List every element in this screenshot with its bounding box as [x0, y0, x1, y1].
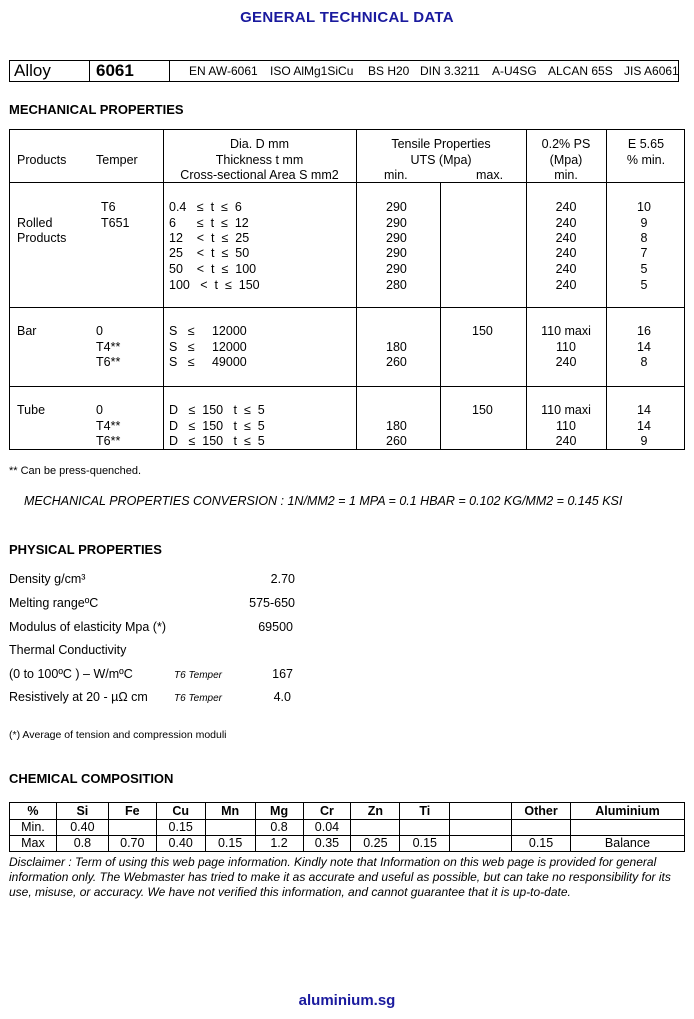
chem-cell — [351, 820, 400, 836]
header-ps-min: min. — [554, 168, 578, 182]
tube-temper: T6** — [96, 434, 121, 448]
chem-header-cell: Cu — [156, 803, 205, 820]
chem-header-cell: Mn — [205, 803, 255, 820]
standard-din: DIN 3.3211 — [420, 64, 480, 78]
rolled-uts: 290 — [386, 246, 407, 260]
bar-e: 8 — [640, 355, 648, 369]
alloy-label: Alloy — [10, 61, 90, 81]
bar-temper: T4** — [96, 340, 121, 354]
rolled-uts: 290 — [386, 262, 407, 276]
resist-temper: T6 Temper — [174, 693, 222, 704]
rolled-e: 10 — [637, 200, 651, 214]
bar-ps: 110 maxi — [541, 324, 591, 338]
rolled-ps: 240 — [555, 200, 577, 214]
rolled-dim: 50 < t ≤ 100 — [169, 262, 257, 276]
tube-temper: T4** — [96, 419, 121, 433]
chem-cell — [108, 820, 156, 836]
header-max: max. — [476, 168, 504, 182]
chem-header-cell: Mg — [255, 803, 303, 820]
header-dims-3: Cross-sectional Area S mm2 — [180, 168, 339, 182]
modulus-label: Modulus of elasticity Mpa (*) — [9, 620, 167, 634]
chem-cell: 0.40 — [156, 836, 205, 852]
tube-dim: D ≤ 150 t ≤ 5 — [169, 419, 265, 433]
header-products: Products — [17, 153, 67, 167]
bar-e: 16 — [637, 324, 651, 338]
chemical-section-title: CHEMICAL COMPOSITION — [9, 771, 174, 786]
standard-afnor: A-U4SG — [492, 64, 537, 78]
rolled-ps: 240 — [555, 262, 577, 276]
standard-en: EN AW-6061 — [189, 64, 258, 78]
chem-cell: 0.15 — [512, 836, 571, 852]
thermal-value: 167 — [272, 667, 293, 681]
bar-uts-max: 150 — [472, 324, 493, 338]
chem-cell: 0.40 — [56, 820, 108, 836]
rolled-e: 5 — [640, 262, 648, 276]
chem-cell: Max — [10, 836, 57, 852]
chem-cell — [400, 820, 450, 836]
chem-header-cell: % — [10, 803, 57, 820]
bar-uts-min: 180 — [386, 340, 407, 354]
chem-min-row — [10, 820, 685, 836]
header-e-2: % min. — [626, 153, 666, 167]
rolled-e: 8 — [640, 231, 648, 245]
rolled-dim: 12 < t ≤ 25 — [169, 231, 250, 245]
thermal-temper: T6 Temper — [174, 670, 222, 681]
tube-dim: D ≤ 150 t ≤ 5 — [169, 434, 265, 448]
tube-ps: 110 — [556, 419, 576, 433]
chem-cell: 0.15 — [205, 836, 255, 852]
tube-ps: 110 maxi — [541, 403, 591, 417]
chem-max-row — [10, 836, 685, 852]
thermal-range-label: (0 to 100ºC ) – W/mºC — [9, 667, 133, 681]
chem-header-row — [10, 803, 685, 820]
rolled-uts: 280 — [386, 278, 407, 292]
alloy-standards — [170, 61, 680, 81]
rolled-product-2: Products — [17, 231, 67, 245]
header-tensile-2: UTS (Mpa) — [410, 153, 472, 167]
chem-cell: 1.2 — [255, 836, 303, 852]
tube-e: 14 — [637, 419, 651, 433]
mechanical-properties-table — [9, 129, 685, 450]
modulus-value: 69500 — [258, 620, 293, 634]
standard-alcan: ALCAN 65S — [548, 64, 613, 78]
rolled-e: 5 — [640, 278, 648, 292]
tube-dim: D ≤ 150 t ≤ 5 — [169, 403, 265, 417]
chem-cell: 0.8 — [255, 820, 303, 836]
header-min: min. — [384, 168, 408, 182]
bar-product: Bar — [17, 324, 37, 338]
bar-temper: T6** — [96, 355, 121, 369]
chem-header-cell: Other — [512, 803, 571, 820]
chem-header-cell: Si — [56, 803, 108, 820]
moduli-footnote: (*) Average of tension and compression moduli — [9, 729, 227, 741]
header-ps-1: 0.2% PS — [541, 137, 591, 151]
rolled-ps: 240 — [555, 278, 577, 292]
density-label: Density g/cm³ — [9, 572, 86, 586]
thermal-label: Thermal Conductivity — [9, 643, 127, 657]
standard-bs: BS H20 — [368, 64, 410, 78]
chem-cell: Balance — [571, 836, 685, 852]
rolled-e: 7 — [640, 246, 648, 260]
rolled-uts: 290 — [386, 216, 407, 230]
rolled-product-1: Rolled — [17, 216, 53, 230]
physical-section-title: PHYSICAL PROPERTIES — [9, 542, 162, 557]
alloy-header-box — [9, 60, 679, 82]
header-ps-2: (Mpa) — [549, 153, 583, 167]
bar-e: 14 — [637, 340, 651, 354]
tube-e: 9 — [640, 434, 648, 448]
chem-cell: Min. — [10, 820, 57, 836]
tube-uts-min: 180 — [386, 419, 407, 433]
density-value: 2.70 — [270, 572, 295, 586]
chem-cell — [450, 836, 512, 852]
disclaimer: Disclaimer : Term of using this web page information. Kindly note that Information on this web page is provided for general information only. The Webmaster has tried to make it as accurate and useful as possible, but can take no responsibility for its use, misuse, or accuracy. We have not verified this information, and cannot guarantee that it is up-to-date. — [9, 855, 671, 899]
bar-ps: 240 — [555, 355, 577, 369]
conversion-note: MECHANICAL PROPERTIES CONVERSION : 1N/MM2 = 1 MPA = 0.1 HBAR = 0.102 KG/MM2 = 0.145 KSI — [24, 494, 623, 508]
rolled-dim: 0.4 ≤ t ≤ 6 — [169, 200, 242, 214]
header-temper: Temper — [96, 153, 138, 167]
resist-value: 4.0 — [273, 690, 291, 704]
rolled-temper-1: T6 — [101, 200, 116, 214]
bar-dim: S ≤ 12000 — [169, 324, 247, 338]
rolled-dim: 6 ≤ t ≤ 12 — [169, 216, 249, 230]
mechanical-section-title: MECHANICAL PROPERTIES — [9, 102, 184, 117]
chem-header-cell: Ti — [400, 803, 450, 820]
chem-header-cell: Zn — [351, 803, 400, 820]
melting-value: 575-650 — [249, 596, 295, 610]
rolled-uts: 290 — [386, 231, 407, 245]
chemical-composition-table — [9, 802, 685, 852]
chem-cell: 0.35 — [303, 836, 351, 852]
chem-cell — [450, 820, 512, 836]
bar-ps: 110 — [556, 340, 576, 354]
header-e-1: E 5.65 — [627, 137, 665, 151]
resist-label: Resistively at 20 - µΩ cm — [9, 690, 148, 704]
chem-cell: 0.15 — [400, 836, 450, 852]
rolled-ps: 240 — [555, 216, 577, 230]
press-quenched-footnote: ** Can be press-quenched. — [9, 465, 142, 477]
footer-site-name: aluminium.sg — [298, 992, 396, 1009]
bar-uts-min: 260 — [386, 355, 407, 369]
standard-iso: ISO AlMg1SiCu — [270, 64, 354, 78]
tube-uts-min: 260 — [386, 434, 407, 448]
rolled-dim: 25 < t ≤ 50 — [169, 246, 250, 260]
tube-temper: 0 — [96, 403, 103, 417]
alloy-number: 6061 — [90, 61, 170, 81]
chem-cell — [512, 820, 571, 836]
chem-header-cell: Cr — [303, 803, 351, 820]
header-dims-1: Dia. D mm — [229, 137, 290, 151]
rolled-uts: 290 — [386, 200, 407, 214]
rolled-e: 9 — [640, 216, 648, 230]
bar-dim: S ≤ 12000 — [169, 340, 247, 354]
rolled-ps: 240 — [555, 246, 577, 260]
header-tensile-1: Tensile Properties — [391, 137, 491, 151]
tube-uts-max: 150 — [472, 403, 493, 417]
chem-header-cell — [450, 803, 512, 820]
chem-cell: 0.70 — [108, 836, 156, 852]
bar-temper: 0 — [96, 324, 103, 338]
rolled-dim: 100 < t ≤ 150 — [169, 278, 260, 292]
rolled-ps: 240 — [555, 231, 577, 245]
rolled-temper-2: T651 — [101, 216, 130, 230]
tube-ps: 240 — [555, 434, 577, 448]
melting-label: Melting rangeºC — [9, 596, 99, 610]
chem-cell: 0.25 — [351, 836, 400, 852]
tube-product: Tube — [17, 403, 46, 417]
tube-e: 14 — [637, 403, 651, 417]
standard-jis: JIS A6061 — [624, 64, 679, 78]
chem-cell — [571, 820, 685, 836]
header-dims-2: Thickness t mm — [215, 153, 304, 167]
chem-header-cell: Fe — [108, 803, 156, 820]
bar-dim: S ≤ 49000 — [169, 355, 247, 369]
chem-cell: 0.8 — [56, 836, 108, 852]
chem-cell — [205, 820, 255, 836]
chem-cell: 0.15 — [156, 820, 205, 836]
chem-cell: 0.04 — [303, 820, 351, 836]
page-title: GENERAL TECHNICAL DATA — [240, 9, 454, 26]
chem-header-cell: Aluminium — [571, 803, 685, 820]
